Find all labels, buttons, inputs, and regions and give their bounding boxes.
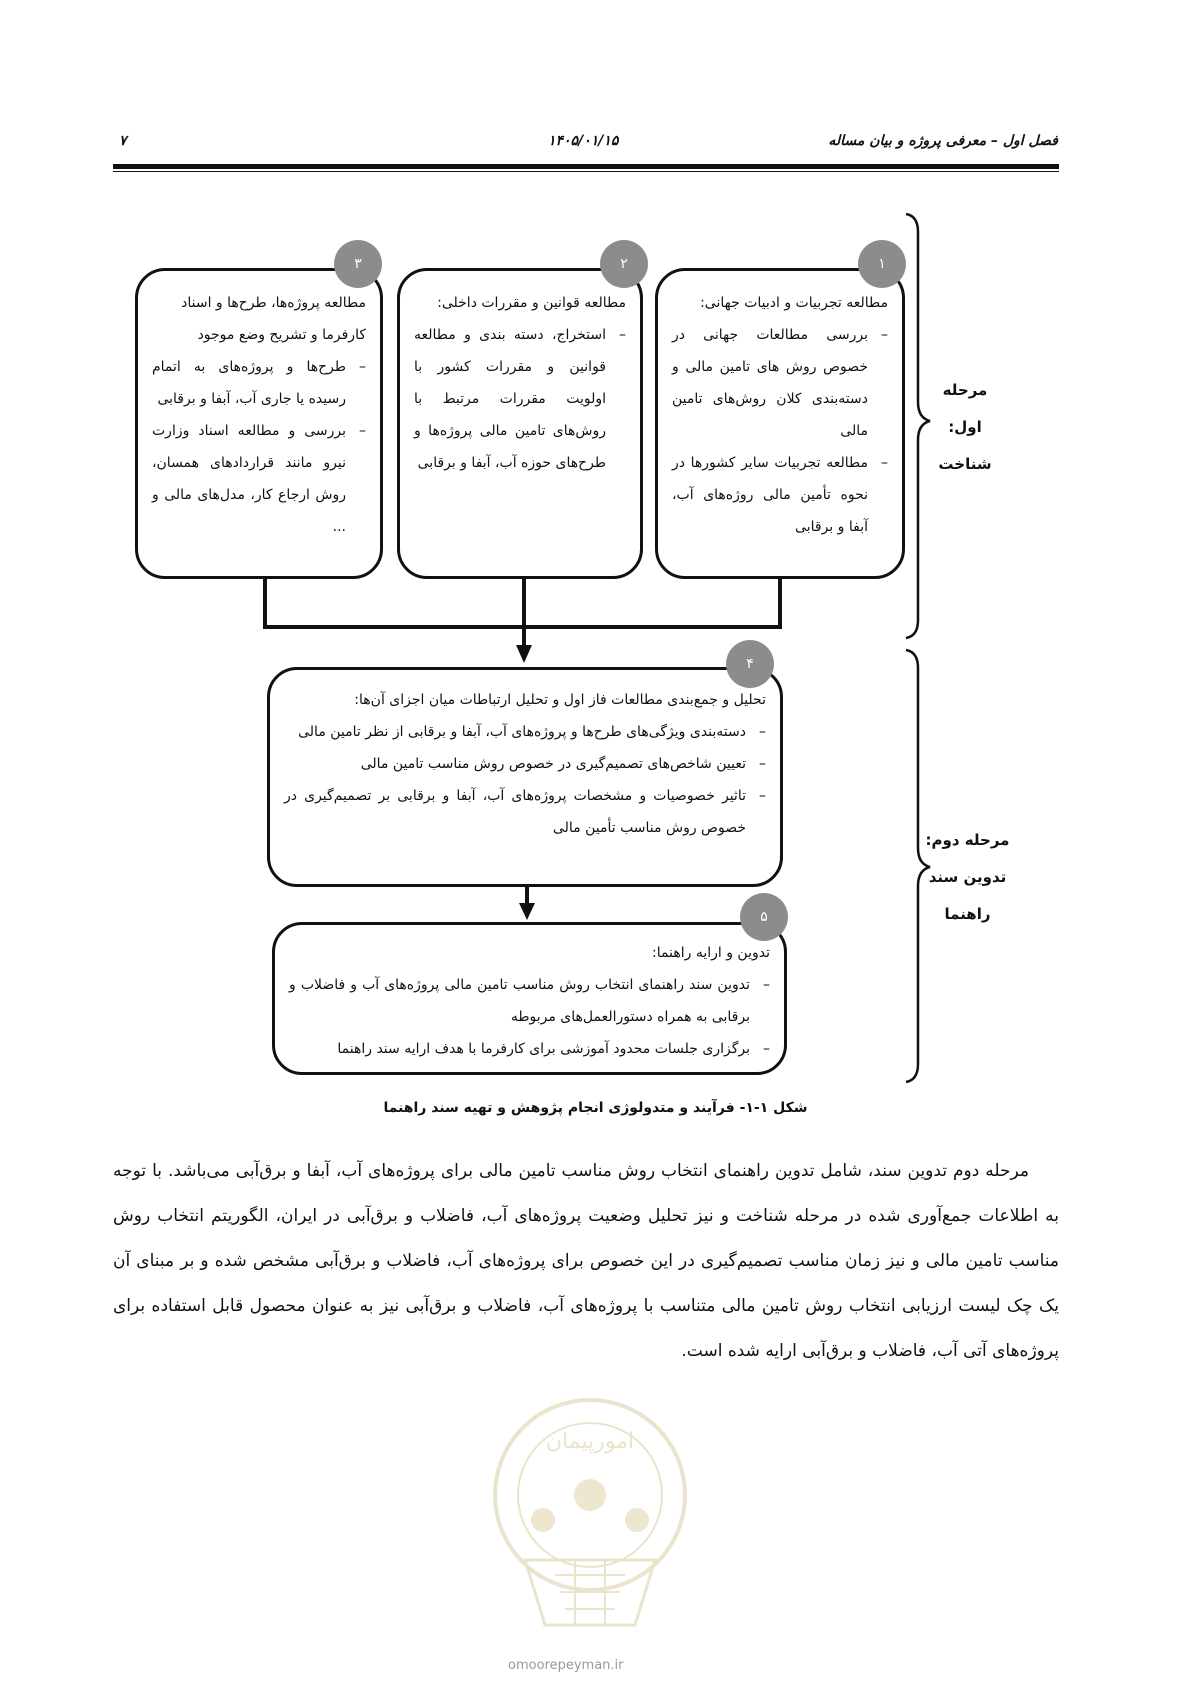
- step3-heading: مطالعه پروژه‌ها، طرح‌ها و اسناد کارفرما و تشریح وضع موجود: [181, 295, 366, 343]
- page-number: ۷: [119, 133, 127, 149]
- step-badge-3: ۳: [334, 240, 382, 288]
- step3-item: – طرح‌ها و پروژه‌های به اتمام رسیده یا جاری آب، آبفا و برقابی: [152, 351, 366, 415]
- arrow-to-box5: [519, 903, 535, 920]
- body-paragraph: مرحله دوم تدوین سند، شامل تدوین راهنمای انتخاب روش مناسب تامین مالی برای پروژه‌های آب، آبفا و برق‌آبی می‌باشد. با توجه به اطلاعات جمع‌آوری شده در مرحله شناخت و نیز تحلیل وضعیت پروژه‌های آب، فاضلاب و برق‌آبی در ایران، الگوریتم انتخاب روش مناسب تامین مالی و نیز زمان مناسب تصمیم‌گیری در این خصوص برای پروژه‌های آب، فاضلاب و برق‌آبی مشخص شده و بر مبنای آن یک چک لیست ارزیابی انتخاب روش تامین مالی متناسب با پروژه‌های آب، فاضلاب و برق‌آبی نیز به عنوان محصول قابل استفاده برای پروژه‌های آتی آب، فاضلاب و برق‌آبی ارایه شده است.: [113, 1161, 1059, 1361]
- step1-item: – مطالعه تجربیات سایر کشورها در نحوه تأمین مالی روژه‌های آب، آبفا و برقابی: [672, 447, 888, 543]
- step-badge-5: ۵: [740, 893, 788, 941]
- arrow-to-box4: [516, 645, 532, 663]
- step2-item: – استخراج، دسته بندی و مطالعه قوانین و مقررات کشور با اولویت مقررات مرتبط با روش‌های تامین مالی پروژه‌ها و طرح‌های حوزه آب، آبفا و برقابی: [414, 319, 626, 479]
- watermark-url: omoorepeyman.ir: [508, 1658, 624, 1673]
- header-date: ۱۴۰۵/۰۱/۱۵: [548, 133, 619, 149]
- stage1-label: [930, 372, 1000, 483]
- step5-item: – برگزاری جلسات محدود آموزشی برای کارفرما با هدف ارایه سند راهنما: [289, 1033, 770, 1065]
- step3-item: – بررسی و مطالعه اسناد وزارت نیرو مانند قراردادهای همسان، روش ارجاع کار، مدل‌های مالی و ...: [152, 415, 366, 543]
- step-box-4: [267, 667, 783, 887]
- step4-item: – دسته‌بندی ویژگی‌های طرح‌ها و پروژه‌های آب، آبفا و برقابی از نظر تامین مالی: [284, 716, 766, 748]
- step4-heading: تحلیل و جمع‌بندی مطالعات فاز اول و تحلیل ارتباطات میان اجزای آن‌ها:: [354, 692, 766, 708]
- step-badge-2: ۲: [600, 240, 648, 288]
- stage2-line: مرحله دوم:: [925, 831, 1010, 849]
- step1-heading: مطالعه تجربیات و ادبیات جهانی:: [700, 295, 888, 311]
- step5-heading: تدوین و ارایه راهنما:: [652, 945, 770, 961]
- step2-heading: مطالعه قوانین و مقررات داخلی:: [437, 295, 626, 311]
- step-badge-1: ۱: [858, 240, 906, 288]
- step1-item: – بررسی مطالعات جهانی در خصوص روش های تامین مالی و دسته‌بندی کلان روش‌های تامین مالی: [672, 319, 888, 447]
- step-box-5: [272, 922, 787, 1075]
- step-box-1: [655, 268, 905, 579]
- stage1-line: شناخت: [938, 455, 992, 473]
- stage1-bracket: [906, 214, 930, 638]
- watermark-logo: [485, 1370, 695, 1650]
- stage1-line: اول:: [948, 418, 982, 436]
- watermark-logo-text: امورپیمان: [545, 1429, 635, 1454]
- stage2-line: تدوین سند: [928, 868, 1007, 886]
- figure-caption: شکل ۱-۱- فرآیند و متدولوژی انجام پژوهش و تهیه سند راهنما: [383, 1100, 808, 1116]
- step4-item: – تعیین شاخص‌های تصمیم‌گیری در خصوص روش مناسب تامین مالی: [284, 748, 766, 780]
- chapter-title: فصل اول – معرفی پروژه و بیان مساله: [828, 133, 1058, 149]
- stage2-label: [925, 822, 1010, 933]
- step-box-3: [135, 268, 383, 579]
- step-box-2: [397, 268, 643, 579]
- stage1-line: مرحله: [942, 381, 988, 399]
- stage2-line: راهنما: [944, 905, 991, 923]
- step-badge-4: ۴: [726, 640, 774, 688]
- step5-item: – تدوین سند راهنمای انتخاب روش مناسب تامین مالی پروژه‌های آب و فاضلاب و برقابی به همراه دستورالعمل‌های مربوطه: [289, 969, 770, 1033]
- step4-item: – تاثیر خصوصیات و مشخصات پروژه‌های آب، آبفا و برقابی بر تصمیم‌گیری در خصوص روش مناسب تأمین مالی: [284, 780, 766, 844]
